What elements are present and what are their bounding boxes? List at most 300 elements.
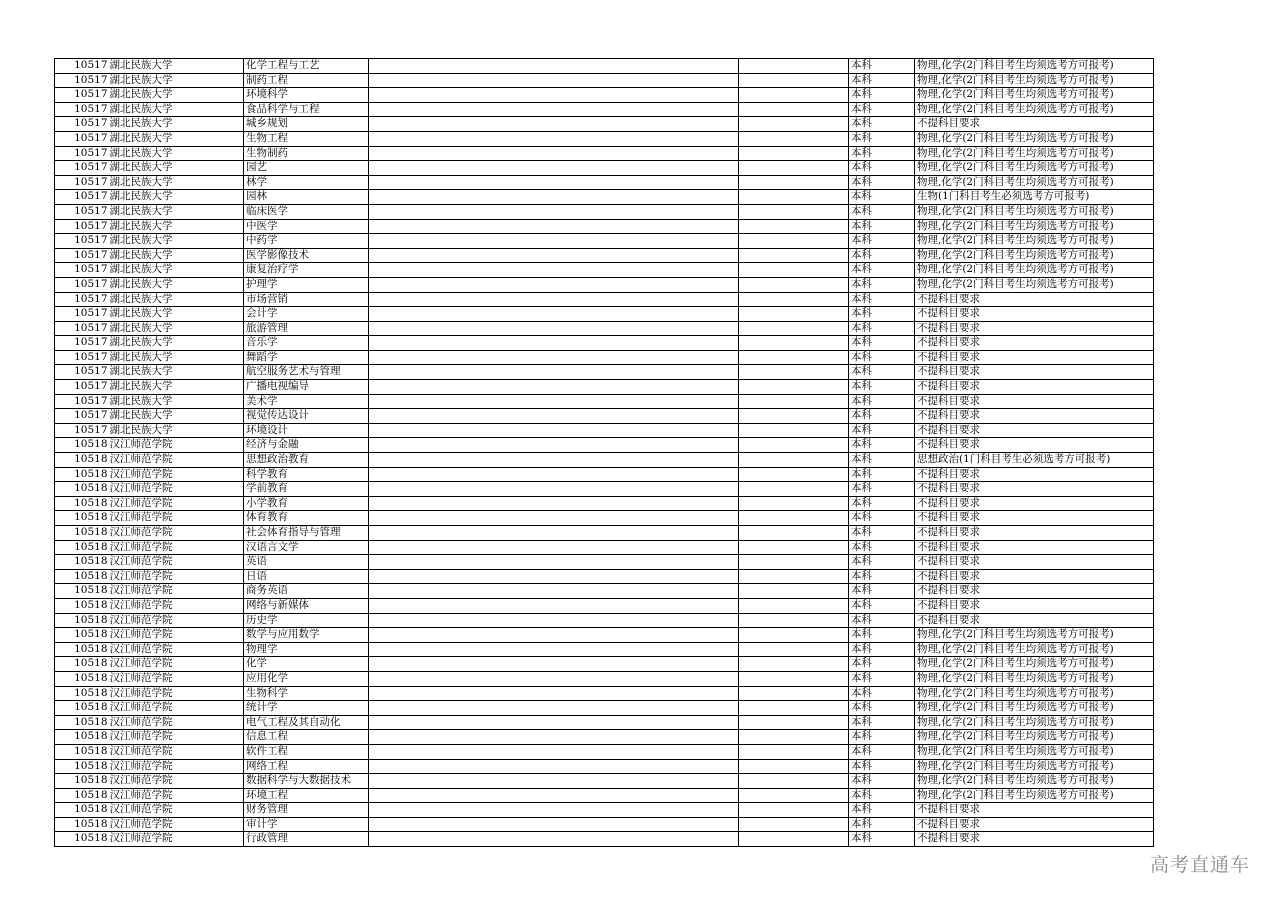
school-name-cell: 汉江师范学院: [109, 540, 244, 555]
table-row: [55, 190, 1154, 205]
major-name-cell: 制药工程: [244, 73, 369, 88]
empty-cell: [369, 569, 739, 584]
school-name-cell: 汉江师范学院: [109, 453, 244, 468]
empty-cell: [739, 671, 849, 686]
school-name-cell: 汉江师范学院: [109, 511, 244, 526]
degree-level-cell: 本科: [849, 438, 915, 453]
school-code-cell: 10518: [55, 526, 109, 541]
school-name-cell: 汉江师范学院: [109, 817, 244, 832]
school-code-cell: 10518: [55, 584, 109, 599]
school-name-cell: 汉江师范学院: [109, 569, 244, 584]
watermark-text: 高考直通车: [1149, 854, 1250, 876]
empty-cell: [739, 234, 849, 249]
school-name-cell: 湖北民族大学: [109, 161, 244, 176]
empty-cell: [739, 102, 849, 117]
empty-cell: [369, 482, 739, 497]
school-name-cell: 汉江师范学院: [109, 671, 244, 686]
empty-cell: [369, 730, 739, 745]
empty-cell: [739, 73, 849, 88]
school-name-cell: 汉江师范学院: [109, 701, 244, 716]
empty-cell: [369, 832, 739, 847]
school-name-cell: 汉江师范学院: [109, 628, 244, 643]
table-row: [55, 584, 1154, 599]
empty-cell: [369, 817, 739, 832]
school-code-cell: 10517: [55, 336, 109, 351]
degree-level-cell: 本科: [849, 832, 915, 847]
empty-cell: [369, 409, 739, 424]
school-name-cell: 汉江师范学院: [109, 774, 244, 789]
school-name-cell: 湖北民族大学: [109, 350, 244, 365]
empty-cell: [369, 204, 739, 219]
school-name-cell: 湖北民族大学: [109, 102, 244, 117]
school-code-cell: 10518: [55, 774, 109, 789]
school-code-cell: 10517: [55, 204, 109, 219]
table-row: [55, 555, 1154, 570]
school-name-cell: 湖北民族大学: [109, 336, 244, 351]
admission-requirements-table: [54, 58, 1154, 847]
empty-cell: [739, 744, 849, 759]
empty-cell: [739, 146, 849, 161]
empty-cell: [739, 657, 849, 672]
degree-level-cell: 本科: [849, 248, 915, 263]
school-code-cell: 10518: [55, 453, 109, 468]
degree-level-cell: 本科: [849, 701, 915, 716]
degree-level-cell: 本科: [849, 759, 915, 774]
school-code-cell: 10518: [55, 832, 109, 847]
major-name-cell: 市场营销: [244, 292, 369, 307]
subject-requirement-cell: 不提科目要求: [915, 321, 1154, 336]
major-name-cell: 财务管理: [244, 803, 369, 818]
school-name-cell: 湖北民族大学: [109, 204, 244, 219]
major-name-cell: 城乡规划: [244, 117, 369, 132]
degree-level-cell: 本科: [849, 336, 915, 351]
subject-requirement-cell: 不提科目要求: [915, 803, 1154, 818]
empty-cell: [369, 263, 739, 278]
empty-cell: [739, 511, 849, 526]
school-code-cell: 10517: [55, 88, 109, 103]
table-row: [55, 219, 1154, 234]
table-row: [55, 759, 1154, 774]
major-name-cell: 化学工程与工艺: [244, 59, 369, 74]
empty-cell: [369, 394, 739, 409]
subject-requirement-cell: 物理,化学(2门科目考生均须选考方可报考): [915, 788, 1154, 803]
major-name-cell: 旅游管理: [244, 321, 369, 336]
school-code-cell: 10518: [55, 686, 109, 701]
major-name-cell: 环境科学: [244, 88, 369, 103]
empty-cell: [739, 365, 849, 380]
school-code-cell: 10518: [55, 642, 109, 657]
school-code-cell: 10518: [55, 759, 109, 774]
table-row: [55, 730, 1154, 745]
subject-requirement-cell: 物理,化学(2门科目考生均须选考方可报考): [915, 715, 1154, 730]
empty-cell: [739, 131, 849, 146]
major-name-cell: 化学: [244, 657, 369, 672]
table-row: [55, 380, 1154, 395]
school-code-cell: 10517: [55, 59, 109, 74]
table-row: [55, 817, 1154, 832]
empty-cell: [739, 263, 849, 278]
school-code-cell: 10518: [55, 628, 109, 643]
subject-requirement-cell: 物理,化学(2门科目考生均须选考方可报考): [915, 744, 1154, 759]
degree-level-cell: 本科: [849, 161, 915, 176]
major-name-cell: 科学教育: [244, 467, 369, 482]
table-row: [55, 263, 1154, 278]
empty-cell: [369, 701, 739, 716]
empty-cell: [739, 350, 849, 365]
degree-level-cell: 本科: [849, 526, 915, 541]
school-name-cell: 汉江师范学院: [109, 730, 244, 745]
major-name-cell: 电气工程及其自动化: [244, 715, 369, 730]
empty-cell: [739, 380, 849, 395]
empty-cell: [739, 438, 849, 453]
table-row: [55, 803, 1154, 818]
school-name-cell: 湖北民族大学: [109, 365, 244, 380]
school-code-cell: 10517: [55, 161, 109, 176]
table-row: [55, 642, 1154, 657]
table-row: [55, 394, 1154, 409]
table-row: [55, 88, 1154, 103]
school-code-cell: 10517: [55, 409, 109, 424]
school-name-cell: 湖北民族大学: [109, 248, 244, 263]
empty-cell: [369, 686, 739, 701]
empty-cell: [369, 350, 739, 365]
school-name-cell: 湖北民族大学: [109, 190, 244, 205]
school-name-cell: 汉江师范学院: [109, 496, 244, 511]
subject-requirement-cell: 不提科目要求: [915, 526, 1154, 541]
empty-cell: [739, 642, 849, 657]
school-code-cell: 10517: [55, 175, 109, 190]
major-name-cell: 康复治疗学: [244, 263, 369, 278]
degree-level-cell: 本科: [849, 584, 915, 599]
school-name-cell: 湖北民族大学: [109, 73, 244, 88]
major-name-cell: 商务英语: [244, 584, 369, 599]
table-row: [55, 613, 1154, 628]
school-code-cell: 10517: [55, 219, 109, 234]
school-code-cell: 10517: [55, 117, 109, 132]
empty-cell: [369, 365, 739, 380]
major-name-cell: 林学: [244, 175, 369, 190]
empty-cell: [369, 774, 739, 789]
subject-requirement-cell: 不提科目要求: [915, 365, 1154, 380]
school-name-cell: 汉江师范学院: [109, 657, 244, 672]
major-name-cell: 舞蹈学: [244, 350, 369, 365]
table-row: [55, 409, 1154, 424]
school-code-cell: 10518: [55, 569, 109, 584]
degree-level-cell: 本科: [849, 569, 915, 584]
degree-level-cell: 本科: [849, 453, 915, 468]
major-name-cell: 软件工程: [244, 744, 369, 759]
empty-cell: [369, 161, 739, 176]
empty-cell: [369, 277, 739, 292]
major-name-cell: 物理学: [244, 642, 369, 657]
empty-cell: [739, 423, 849, 438]
major-name-cell: 数据科学与大数据技术: [244, 774, 369, 789]
empty-cell: [739, 190, 849, 205]
major-name-cell: 审计学: [244, 817, 369, 832]
empty-cell: [739, 394, 849, 409]
table-row: [55, 832, 1154, 847]
empty-cell: [369, 102, 739, 117]
school-code-cell: 10518: [55, 496, 109, 511]
empty-cell: [739, 204, 849, 219]
school-name-cell: 汉江师范学院: [109, 642, 244, 657]
major-name-cell: 生物工程: [244, 131, 369, 146]
table-row: [55, 598, 1154, 613]
table-row: [55, 336, 1154, 351]
empty-cell: [739, 774, 849, 789]
subject-requirement-cell: 不提科目要求: [915, 555, 1154, 570]
degree-level-cell: 本科: [849, 598, 915, 613]
school-name-cell: 汉江师范学院: [109, 832, 244, 847]
subject-requirement-cell: 物理,化学(2门科目考生均须选考方可报考): [915, 131, 1154, 146]
table-row: [55, 204, 1154, 219]
major-name-cell: 护理学: [244, 277, 369, 292]
major-name-cell: 汉语言文学: [244, 540, 369, 555]
degree-level-cell: 本科: [849, 774, 915, 789]
school-code-cell: 10517: [55, 307, 109, 322]
school-name-cell: 汉江师范学院: [109, 555, 244, 570]
school-name-cell: 汉江师范学院: [109, 788, 244, 803]
empty-cell: [739, 832, 849, 847]
major-name-cell: 小学教育: [244, 496, 369, 511]
table-row: [55, 321, 1154, 336]
degree-level-cell: 本科: [849, 423, 915, 438]
school-code-cell: 10518: [55, 555, 109, 570]
table-row: [55, 686, 1154, 701]
empty-cell: [739, 161, 849, 176]
empty-cell: [739, 248, 849, 263]
school-code-cell: 10517: [55, 365, 109, 380]
major-name-cell: 统计学: [244, 701, 369, 716]
major-name-cell: 航空服务艺术与管理: [244, 365, 369, 380]
empty-cell: [739, 613, 849, 628]
major-name-cell: 历史学: [244, 613, 369, 628]
degree-level-cell: 本科: [849, 657, 915, 672]
major-name-cell: 环境工程: [244, 788, 369, 803]
school-name-cell: 汉江师范学院: [109, 584, 244, 599]
degree-level-cell: 本科: [849, 642, 915, 657]
degree-level-cell: 本科: [849, 263, 915, 278]
school-code-cell: 10518: [55, 701, 109, 716]
empty-cell: [369, 59, 739, 74]
degree-level-cell: 本科: [849, 409, 915, 424]
table-row: [55, 569, 1154, 584]
empty-cell: [369, 526, 739, 541]
subject-requirement-cell: 物理,化学(2门科目考生均须选考方可报考): [915, 102, 1154, 117]
table-row: [55, 774, 1154, 789]
subject-requirement-cell: 物理,化学(2门科目考生均须选考方可报考): [915, 234, 1154, 249]
major-name-cell: 思想政治教育: [244, 453, 369, 468]
table-row: [55, 482, 1154, 497]
degree-level-cell: 本科: [849, 219, 915, 234]
empty-cell: [369, 146, 739, 161]
empty-cell: [739, 482, 849, 497]
school-code-cell: 10517: [55, 423, 109, 438]
subject-requirement-cell: 物理,化学(2门科目考生均须选考方可报考): [915, 88, 1154, 103]
school-code-cell: 10518: [55, 803, 109, 818]
school-name-cell: 湖北民族大学: [109, 307, 244, 322]
subject-requirement-cell: 不提科目要求: [915, 117, 1154, 132]
degree-level-cell: 本科: [849, 277, 915, 292]
school-name-cell: 汉江师范学院: [109, 686, 244, 701]
school-code-cell: 10517: [55, 190, 109, 205]
empty-cell: [369, 642, 739, 657]
degree-level-cell: 本科: [849, 730, 915, 745]
table-row: [55, 117, 1154, 132]
major-name-cell: 英语: [244, 555, 369, 570]
table-row: [55, 350, 1154, 365]
subject-requirement-cell: 不提科目要求: [915, 350, 1154, 365]
table-row: [55, 102, 1154, 117]
school-name-cell: 湖北民族大学: [109, 59, 244, 74]
empty-cell: [369, 380, 739, 395]
empty-cell: [369, 248, 739, 263]
empty-cell: [739, 219, 849, 234]
school-code-cell: 10517: [55, 263, 109, 278]
subject-requirement-cell: 不提科目要求: [915, 438, 1154, 453]
degree-level-cell: 本科: [849, 555, 915, 570]
school-code-cell: 10518: [55, 438, 109, 453]
school-name-cell: 湖北民族大学: [109, 409, 244, 424]
empty-cell: [739, 453, 849, 468]
subject-requirement-cell: 物理,化学(2门科目考生均须选考方可报考): [915, 657, 1154, 672]
school-name-cell: 汉江师范学院: [109, 613, 244, 628]
empty-cell: [739, 730, 849, 745]
subject-requirement-cell: 物理,化学(2门科目考生均须选考方可报考): [915, 759, 1154, 774]
empty-cell: [369, 628, 739, 643]
subject-requirement-cell: 不提科目要求: [915, 832, 1154, 847]
degree-level-cell: 本科: [849, 613, 915, 628]
empty-cell: [739, 321, 849, 336]
school-name-cell: 汉江师范学院: [109, 482, 244, 497]
subject-requirement-cell: 物理,化学(2门科目考生均须选考方可报考): [915, 175, 1154, 190]
subject-requirement-cell: 生物(1门科目考生必须选考方可报考): [915, 190, 1154, 205]
major-name-cell: 中医学: [244, 219, 369, 234]
school-name-cell: 湖北民族大学: [109, 88, 244, 103]
major-name-cell: 中药学: [244, 234, 369, 249]
major-name-cell: 网络与新媒体: [244, 598, 369, 613]
subject-requirement-cell: 不提科目要求: [915, 409, 1154, 424]
subject-requirement-cell: 不提科目要求: [915, 598, 1154, 613]
school-code-cell: 10518: [55, 613, 109, 628]
degree-level-cell: 本科: [849, 73, 915, 88]
school-code-cell: 10518: [55, 788, 109, 803]
empty-cell: [739, 292, 849, 307]
major-name-cell: 临床医学: [244, 204, 369, 219]
subject-requirement-cell: 物理,化学(2门科目考生均须选考方可报考): [915, 59, 1154, 74]
major-name-cell: 网络工程: [244, 759, 369, 774]
school-code-cell: 10517: [55, 234, 109, 249]
subject-requirement-cell: 物理,化学(2门科目考生均须选考方可报考): [915, 277, 1154, 292]
school-name-cell: 汉江师范学院: [109, 803, 244, 818]
school-name-cell: 湖北民族大学: [109, 423, 244, 438]
empty-cell: [739, 336, 849, 351]
school-code-cell: 10518: [55, 467, 109, 482]
empty-cell: [369, 219, 739, 234]
school-code-cell: 10518: [55, 511, 109, 526]
subject-requirement-cell: 不提科目要求: [915, 336, 1154, 351]
table-row: [55, 175, 1154, 190]
school-code-cell: 10517: [55, 146, 109, 161]
degree-level-cell: 本科: [849, 131, 915, 146]
school-name-cell: 汉江师范学院: [109, 744, 244, 759]
empty-cell: [739, 117, 849, 132]
table-row: [55, 701, 1154, 716]
degree-level-cell: 本科: [849, 59, 915, 74]
table-row: [55, 511, 1154, 526]
table-row: [55, 467, 1154, 482]
school-code-cell: 10518: [55, 730, 109, 745]
major-name-cell: 视觉传达设计: [244, 409, 369, 424]
school-code-cell: 10517: [55, 321, 109, 336]
empty-cell: [369, 88, 739, 103]
degree-level-cell: 本科: [849, 467, 915, 482]
degree-level-cell: 本科: [849, 686, 915, 701]
empty-cell: [739, 788, 849, 803]
empty-cell: [739, 584, 849, 599]
school-code-cell: 10518: [55, 482, 109, 497]
school-name-cell: 汉江师范学院: [109, 467, 244, 482]
subject-requirement-cell: 物理,化学(2门科目考生均须选考方可报考): [915, 686, 1154, 701]
degree-level-cell: 本科: [849, 365, 915, 380]
degree-level-cell: 本科: [849, 803, 915, 818]
table-row: [55, 234, 1154, 249]
major-name-cell: 应用化学: [244, 671, 369, 686]
degree-level-cell: 本科: [849, 788, 915, 803]
school-code-cell: 10518: [55, 715, 109, 730]
empty-cell: [739, 686, 849, 701]
empty-cell: [369, 496, 739, 511]
table-row: [55, 540, 1154, 555]
empty-cell: [369, 511, 739, 526]
degree-level-cell: 本科: [849, 146, 915, 161]
empty-cell: [369, 73, 739, 88]
degree-level-cell: 本科: [849, 540, 915, 555]
empty-cell: [369, 803, 739, 818]
subject-requirement-cell: 物理,化学(2门科目考生均须选考方可报考): [915, 219, 1154, 234]
school-name-cell: 湖北民族大学: [109, 131, 244, 146]
degree-level-cell: 本科: [849, 394, 915, 409]
degree-level-cell: 本科: [849, 307, 915, 322]
degree-level-cell: 本科: [849, 102, 915, 117]
degree-level-cell: 本科: [849, 482, 915, 497]
empty-cell: [739, 409, 849, 424]
school-code-cell: 10518: [55, 744, 109, 759]
empty-cell: [369, 671, 739, 686]
subject-requirement-cell: 物理,化学(2门科目考生均须选考方可报考): [915, 671, 1154, 686]
empty-cell: [369, 744, 739, 759]
school-code-cell: 10517: [55, 394, 109, 409]
major-name-cell: 音乐学: [244, 336, 369, 351]
degree-level-cell: 本科: [849, 671, 915, 686]
subject-requirement-cell: 不提科目要求: [915, 817, 1154, 832]
table-row: [55, 146, 1154, 161]
table-row: [55, 715, 1154, 730]
empty-cell: [739, 555, 849, 570]
major-name-cell: 信息工程: [244, 730, 369, 745]
school-name-cell: 湖北民族大学: [109, 321, 244, 336]
degree-level-cell: 本科: [849, 817, 915, 832]
empty-cell: [369, 292, 739, 307]
subject-requirement-cell: 物理,化学(2门科目考生均须选考方可报考): [915, 642, 1154, 657]
major-name-cell: 环境设计: [244, 423, 369, 438]
school-name-cell: 湖北民族大学: [109, 146, 244, 161]
subject-requirement-cell: 不提科目要求: [915, 292, 1154, 307]
school-code-cell: 10518: [55, 817, 109, 832]
empty-cell: [369, 467, 739, 482]
subject-requirement-cell: 不提科目要求: [915, 496, 1154, 511]
empty-cell: [739, 598, 849, 613]
